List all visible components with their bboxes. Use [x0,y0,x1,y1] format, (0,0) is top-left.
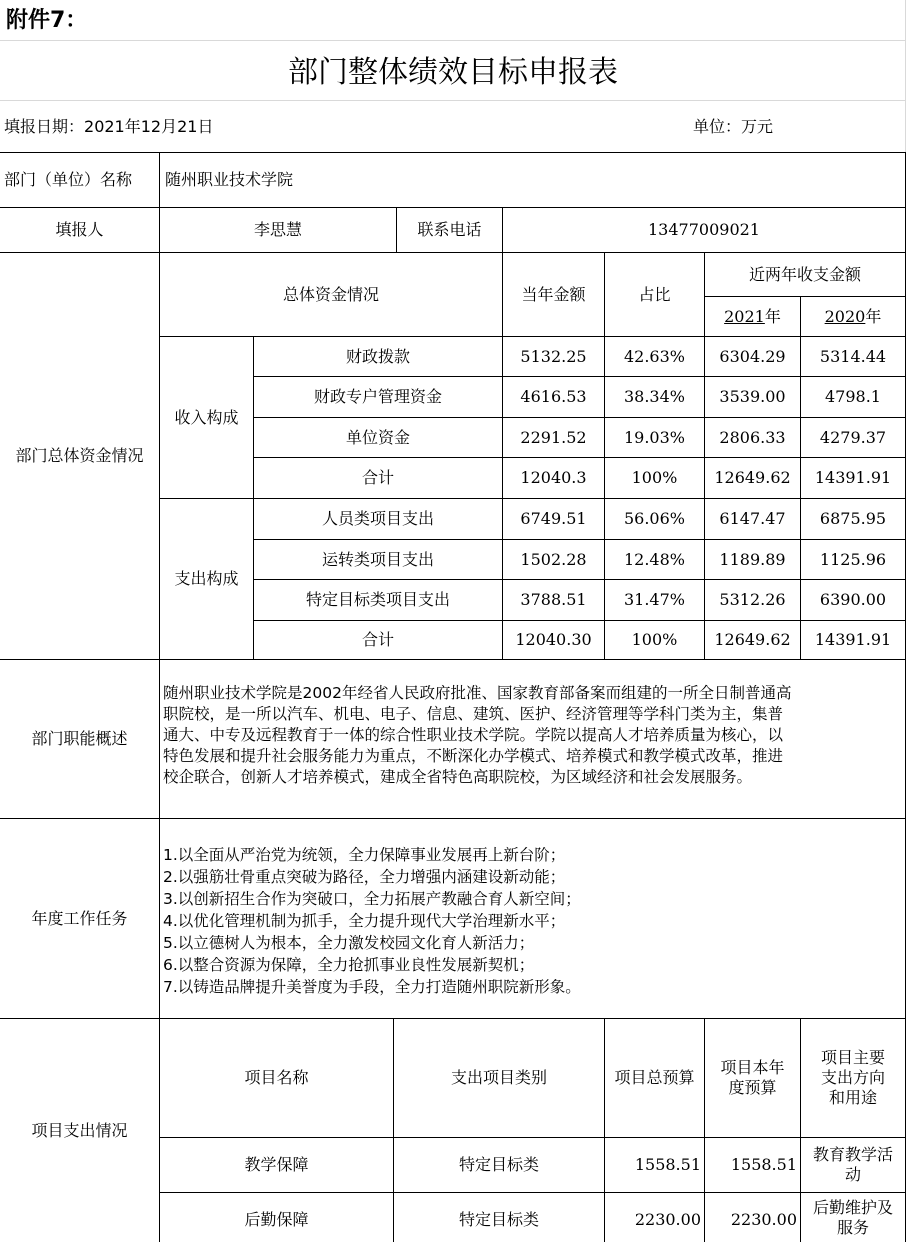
income-row-amount: 5132.25 [520,346,587,366]
functions-line: 特色发展和提升社会服务能力为重点，不断深化办学模式、培养模式和教学模式改革，推进 [163,747,784,765]
expense-row-amount: 6749.51 [520,509,587,528]
header-purpose-line: 支出方向 [820,1068,885,1087]
project-total: 1558.51 [634,1155,701,1174]
project-purpose [801,1138,905,1192]
expense-row-amount: 1502.28 [520,549,587,569]
income-row-2021: 6304.29 [719,346,786,366]
expense-row-name: 特定目标类项目支出 [305,590,450,609]
year-2021-number: 2021 [724,306,765,326]
project-purpose-line: 后勤维护及 [812,1197,893,1217]
year-2020-number: 2020 [824,306,866,326]
income-row-name: 单位资金 [345,427,410,447]
header-project-purpose [801,1019,905,1137]
phone-label: 联系电话 [417,220,482,239]
project-category: 特定目标类 [458,1210,539,1229]
income-row-2021: 2806.33 [719,427,786,447]
expense-row-2021: 6147.47 [719,509,786,528]
expense-total-amount: 12040.30 [515,630,592,649]
task-item: 7.以铸造品牌提升美誉度为手段，全力打造随州职院新形象。 [163,978,581,996]
project-name: 教学保障 [244,1155,309,1174]
expense-row-name: 运转类项目支出 [321,549,434,569]
projects-label: 项目支出情况 [31,1120,128,1140]
header-purpose-line: 项目主要 [820,1048,885,1067]
project-purpose-line: 教育教学活 [812,1145,893,1164]
income-group-label: 收入构成 [174,407,239,427]
project-purpose-line: 服务 [836,1217,869,1237]
header-year-2021 [705,297,800,336]
income-total-2021: 12649.62 [714,468,791,487]
page-title: 部门整体绩效目标申报表 [288,55,618,90]
task-item: 5.以立德树人为根本，全力激发校园文化育人新活力； [163,934,535,952]
unit [693,114,773,140]
header-project-name: 项目名称 [244,1068,309,1087]
expense-row-2020: 6390.00 [819,590,887,609]
header-project-total: 项目总预算 [614,1068,695,1087]
header-year-line: 项目本年 [720,1058,785,1077]
project-total: 2230.00 [634,1210,701,1229]
functions-line: 随州职业技术学院是2002年经省人民政府批准、国家教育部备案而组建的一所全日制普通高 [163,684,792,702]
expense-row-ratio: 56.06% [623,509,685,528]
income-row-2021: 3539.00 [719,387,786,406]
expense-total-2021: 12649.62 [714,630,791,649]
project-category: 特定目标类 [458,1155,539,1174]
functions-label: 部门职能概述 [31,729,128,748]
income-total-2020: 14391.91 [814,468,892,487]
department-name: 随州职业技术学院 [165,170,294,189]
header-ratio: 占比 [638,284,671,304]
project-name: 后勤保障 [244,1210,309,1229]
funds-section-label: 部门总体资金情况 [15,446,144,465]
task-item: 3.以创新招生合作为突破口，全力拓展产教融合育人新空间； [163,890,581,908]
expense-row-2020: 1125.96 [819,549,887,569]
income-total-ratio: 100% [631,468,678,487]
project-year-budget: 1558.51 [730,1155,797,1174]
income-row-name: 财政专户管理资金 [313,387,442,406]
header-recent-two-years: 近两年收支金额 [748,264,861,284]
functions-line: 校企联合，创新人才培养模式，建成全省特色高职院校，为区域经济和社会发展服务。 [163,768,753,786]
year-2021-suffix: 年 [764,306,781,326]
phone-number: 13477009021 [648,220,760,239]
income-row-ratio: 19.03% [623,427,685,447]
income-row-name: 财政拨款 [345,346,410,366]
year-2020-suffix: 年 [865,306,882,326]
income-row-ratio: 42.63% [623,346,685,366]
income-row-amount: 2291.52 [520,427,587,447]
expense-row-ratio: 31.47% [623,590,685,609]
expense-group-label: 支出构成 [174,569,239,588]
expense-total-ratio: 100% [631,630,678,649]
header-year-2020 [801,297,905,336]
tasks-label: 年度工作任务 [31,908,128,928]
header-project-category: 支出项目类别 [450,1068,547,1087]
expense-row-2021: 5312.26 [719,590,786,609]
unit-value: 万元 [741,117,774,136]
expense-total-name: 合计 [361,630,394,649]
project-purpose [801,1193,905,1242]
report-date-value: 2021年12月21日 [84,117,214,136]
header-current-amount: 当年金额 [521,284,586,304]
income-row-2020: 4798.1 [825,387,881,406]
reporter-name: 李思慧 [253,220,302,239]
header-year-line: 度预算 [728,1078,777,1097]
income-row-2020: 5314.44 [819,346,887,366]
expense-row-amount: 3788.51 [520,590,587,609]
expense-row-name: 人员类项目支出 [321,509,434,528]
report-date [4,114,213,140]
header-project-year-budget [705,1019,800,1137]
functions-line: 职院校，是一所以汽车、机电、电子、信息、建筑、医护、经济管理等学科门类为主，集普 [163,705,784,723]
project-purpose-line: 动 [844,1165,861,1184]
functions-line: 通大、中专及远程教育于一体的综合性职业技术学院。学院以提高人才培养质量为核心，以 [163,726,784,744]
task-item: 4.以优化管理机制为抓手，全力提升现代大学治理新水平； [163,912,566,930]
income-total-name: 合计 [361,468,394,487]
income-total-amount: 12040.3 [520,468,587,487]
income-row-ratio: 38.34% [623,387,685,406]
expense-total-2020: 14391.91 [814,630,892,649]
task-item: 1.以全面从严治党为统领，全力保障事业发展再上新台阶； [163,846,566,864]
header-purpose-line: 和用途 [828,1088,877,1107]
department-label: 部门（单位）名称 [4,170,133,189]
expense-row-2021: 1189.89 [719,549,786,569]
income-row-amount: 4616.53 [520,387,587,406]
task-item: 2.以强筋壮骨重点突破为路径，全力增强内涵建设新动能； [163,868,566,886]
income-row-2020: 4279.37 [819,427,887,447]
header-overall-funds: 总体资金情况 [282,284,379,304]
expense-row-ratio: 12.48% [623,549,685,569]
task-item: 6.以整合资源为保障，全力抢抓事业良性发展新契机； [163,956,535,974]
reporter-label: 填报人 [55,220,104,239]
attachment-label: 附件7： [6,8,88,33]
unit-label: 单位： [693,117,742,136]
expense-row-2020: 6875.95 [819,509,887,528]
project-year-budget: 2230.00 [730,1210,797,1229]
report-date-label: 填报日期： [4,117,85,136]
